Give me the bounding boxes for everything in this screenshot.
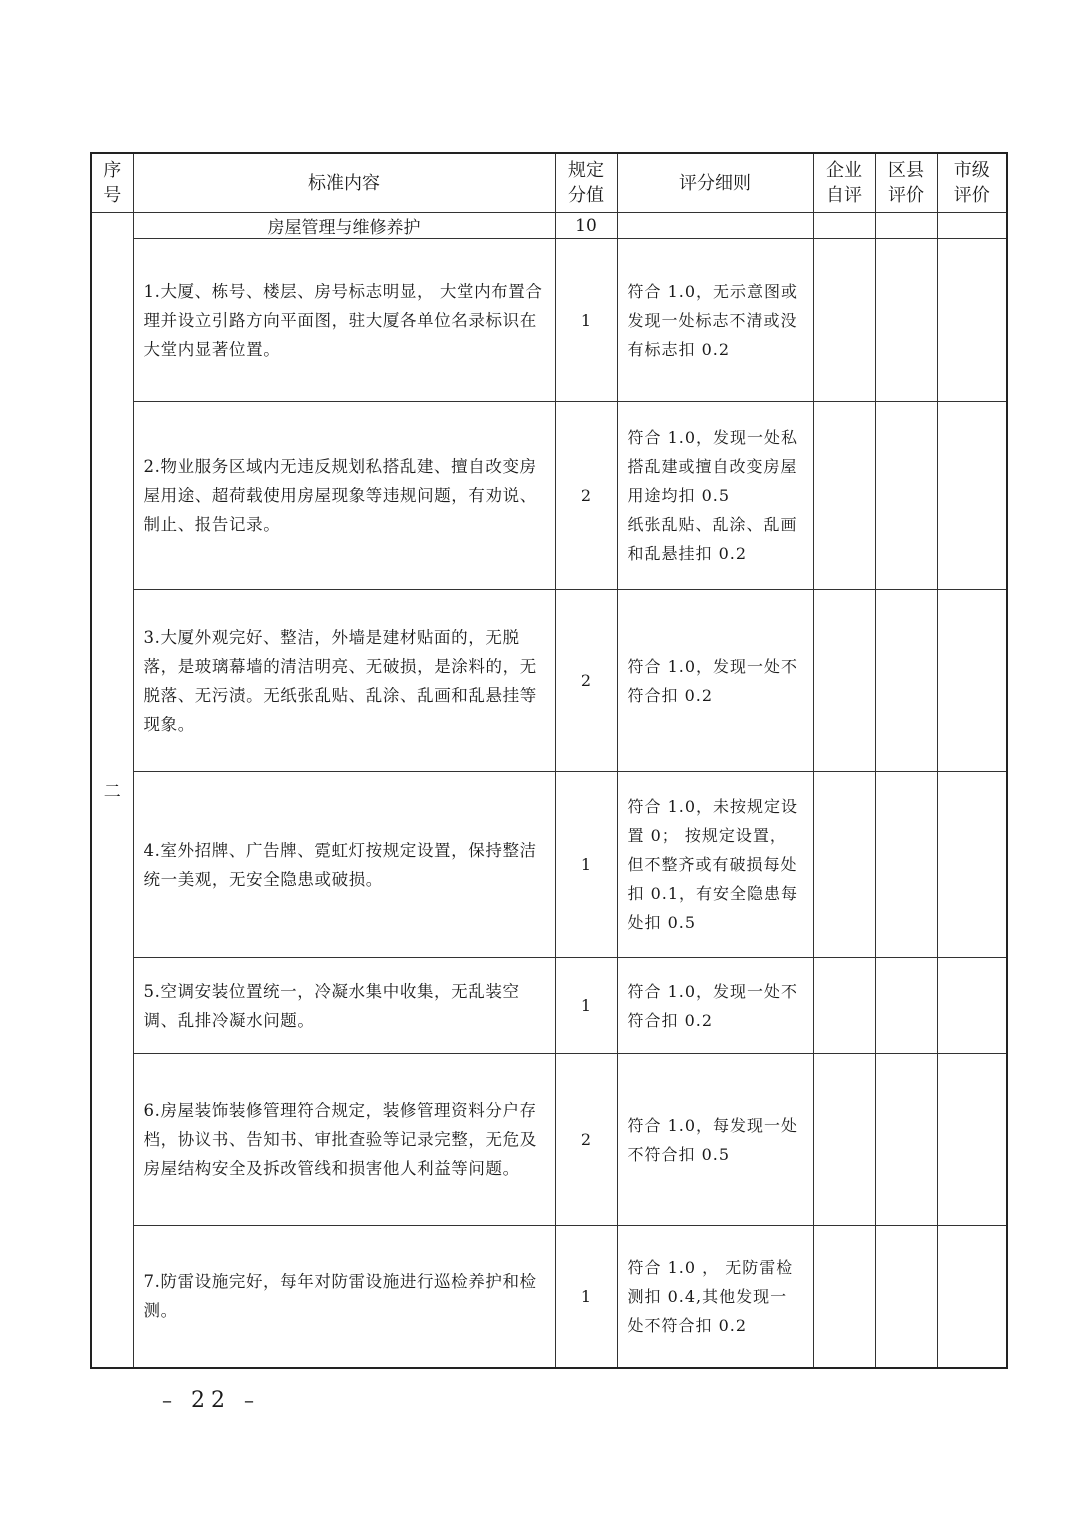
evaluation-table xyxy=(90,152,1008,1369)
district-eval-cell[interactable] xyxy=(875,772,937,958)
row-content: 2.物业服务区域内无违反规划私搭乱建、擅自改变房屋用途、超荷载使用房屋现象等违规问题，有劝说、制止、报告记录。 xyxy=(133,402,555,590)
table-row xyxy=(91,402,1007,590)
header-district-eval: 区县 评价 xyxy=(875,153,937,213)
table-row xyxy=(91,1054,1007,1226)
city-eval-cell[interactable] xyxy=(937,590,1007,772)
row-content: 7.防雷设施完好，每年对防雷设施进行巡检养护和检测。 xyxy=(133,1226,555,1368)
row-content: 1.大厦、栋号、楼层、房号标志明显， 大堂内布置合理并设立引路方向平面图，驻大厦各单位名录标识在大堂内显著位置。 xyxy=(133,239,555,402)
city-eval-cell[interactable] xyxy=(937,1054,1007,1226)
table-row xyxy=(91,772,1007,958)
header-city-eval: 市级 评价 xyxy=(937,153,1007,213)
row-detail: 符合 1.0 ， 无防雷检测扣 0.4,其他发现一处不符合扣 0.2 xyxy=(617,1226,813,1368)
section-number: 二 xyxy=(91,213,133,1368)
header-detail: 评分细则 xyxy=(617,153,813,213)
city-eval-cell[interactable] xyxy=(937,239,1007,402)
district-eval-cell[interactable] xyxy=(875,402,937,590)
district-eval-cell[interactable] xyxy=(875,239,937,402)
section-row xyxy=(91,213,1007,239)
row-score: 1 xyxy=(555,958,617,1054)
table-row xyxy=(91,590,1007,772)
district-eval-cell[interactable] xyxy=(875,958,937,1054)
row-content: 3.大厦外观完好、整洁，外墙是建材贴面的，无脱落，是玻璃幕墙的清洁明亮、无破损，是涂料的，无脱落、无污渍。无纸张乱贴、乱涂、乱画和乱悬挂等现象。 xyxy=(133,590,555,772)
page-number: – 22 – xyxy=(162,1388,260,1413)
row-score: 1 xyxy=(555,1226,617,1368)
city-eval-cell[interactable] xyxy=(937,772,1007,958)
row-detail: 符合 1.0，无示意图或发现一处标志不清或没有标志扣 0.2 xyxy=(617,239,813,402)
district-eval-cell[interactable] xyxy=(875,590,937,772)
row-content: 6.房屋装饰装修管理符合规定，装修管理资料分户存档，协议书、告知书、审批查验等记录完整，无危及房屋结构安全及拆改管线和损害他人利益等问题。 xyxy=(133,1054,555,1226)
self-eval-cell[interactable] xyxy=(813,402,875,590)
table-row xyxy=(91,239,1007,402)
row-content: 4.室外招牌、广告牌、霓虹灯按规定设置，保持整洁统一美观，无安全隐患或破损。 xyxy=(133,772,555,958)
header-row xyxy=(91,153,1007,213)
section-title: 房屋管理与维修养护 xyxy=(133,213,555,239)
self-eval-cell[interactable] xyxy=(813,1226,875,1368)
district-eval-cell[interactable] xyxy=(875,1054,937,1226)
section-total-score: 10 xyxy=(555,213,617,239)
row-detail: 符合 1.0，发现一处不符合扣 0.2 xyxy=(617,958,813,1054)
self-eval-cell[interactable] xyxy=(813,1054,875,1226)
row-detail: 符合 1.0，发现一处私搭乱建或擅自改变房屋用途均扣 0.5 纸张乱贴、乱涂、乱画和乱悬挂扣 0.2 xyxy=(617,402,813,590)
table-row xyxy=(91,1226,1007,1368)
table-row xyxy=(91,958,1007,1054)
self-eval-cell[interactable] xyxy=(813,239,875,402)
header-seq: 序 号 xyxy=(91,153,133,213)
row-content: 5.空调安装位置统一，冷凝水集中收集，无乱装空调、乱排冷凝水问题。 xyxy=(133,958,555,1054)
page-number-value: 22 xyxy=(191,1388,231,1413)
city-eval-cell[interactable] xyxy=(937,958,1007,1054)
header-score: 规定 分值 xyxy=(555,153,617,213)
self-eval-cell[interactable] xyxy=(813,590,875,772)
row-score: 1 xyxy=(555,239,617,402)
district-eval-cell[interactable] xyxy=(875,1226,937,1368)
row-detail: 符合 1.0，未按规定设置 0； 按规定设置，但不整齐或有破损每处扣 0.1，有安全隐患每处扣 0.5 xyxy=(617,772,813,958)
row-score: 1 xyxy=(555,772,617,958)
header-content: 标准内容 xyxy=(133,153,555,213)
row-score: 2 xyxy=(555,590,617,772)
row-score: 2 xyxy=(555,1054,617,1226)
row-detail: 符合 1.0，每发现一处不符合扣 0.5 xyxy=(617,1054,813,1226)
row-detail: 符合 1.0，发现一处不符合扣 0.2 xyxy=(617,590,813,772)
self-eval-cell[interactable] xyxy=(813,958,875,1054)
row-score: 2 xyxy=(555,402,617,590)
city-eval-cell[interactable] xyxy=(937,1226,1007,1368)
city-eval-cell[interactable] xyxy=(937,402,1007,590)
self-eval-cell[interactable] xyxy=(813,772,875,958)
header-self-eval: 企业 自评 xyxy=(813,153,875,213)
